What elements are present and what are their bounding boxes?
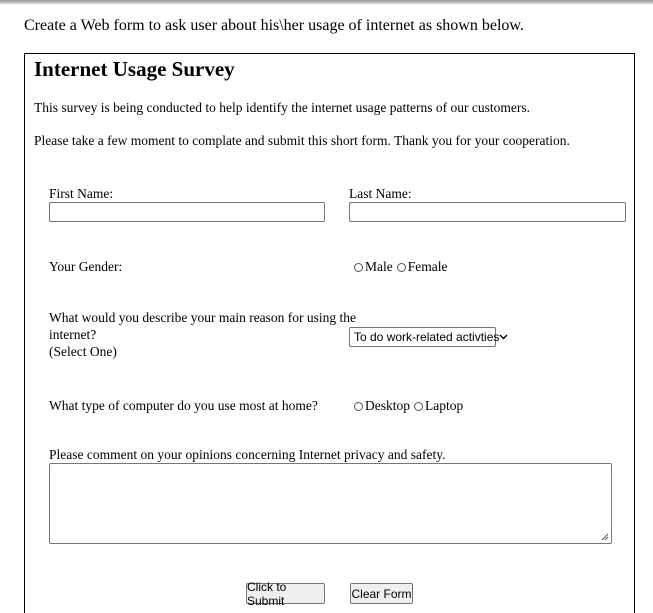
top-divider xyxy=(0,0,653,4)
first-name-label: First Name: xyxy=(49,186,114,201)
reason-select[interactable] xyxy=(349,327,500,347)
last-name-label: Last Name: xyxy=(349,186,412,201)
computer-radio-group xyxy=(354,398,467,414)
computer-label: What type of computer do you use most at home? xyxy=(49,398,318,413)
comment-label: Please comment on your opinions concerning Internet privacy and safety. xyxy=(49,447,446,462)
gender-male-radio[interactable] xyxy=(354,263,363,272)
survey-form xyxy=(24,53,635,613)
submit-button[interactable]: Click to Submit xyxy=(246,583,325,604)
gender-label: Your Gender: xyxy=(49,259,123,274)
computer-laptop-radio[interactable] xyxy=(414,402,423,411)
last-name-input[interactable] xyxy=(349,202,626,222)
gender-male-label: Male xyxy=(365,259,393,274)
computer-laptop-label: Laptop xyxy=(425,398,464,413)
gender-female-label: Female xyxy=(407,259,448,274)
comment-textarea[interactable] xyxy=(49,463,612,544)
gender-female-radio[interactable] xyxy=(397,263,406,272)
clear-form-button[interactable]: Clear Form xyxy=(350,583,413,604)
reason-label-line-2: internet? xyxy=(49,327,97,342)
reason-label-line-3: (Select One) xyxy=(49,344,117,359)
reason-label-line-1: What would you describe your main reason for using the xyxy=(49,310,357,325)
gender-radio-group xyxy=(354,259,452,275)
reason-select-value: To do work-related activties xyxy=(354,330,500,344)
form-title: Internet Usage Survey xyxy=(34,57,235,81)
computer-desktop-label: Desktop xyxy=(365,398,410,413)
chevron-down-icon xyxy=(499,328,508,346)
instruction-text: Create a Web form to ask user about his\her usage of internet as shown below. xyxy=(24,17,524,34)
intro-text-1: This survey is being conducted to help identify the internet usage patterns of our customers. xyxy=(34,100,530,115)
first-name-input[interactable] xyxy=(49,202,325,222)
resize-grip-icon[interactable] xyxy=(601,533,609,541)
intro-text-2: Please take a few moment to complate and submit this short form. Thank you for your cooperation. xyxy=(34,133,570,148)
computer-desktop-radio[interactable] xyxy=(354,402,363,411)
